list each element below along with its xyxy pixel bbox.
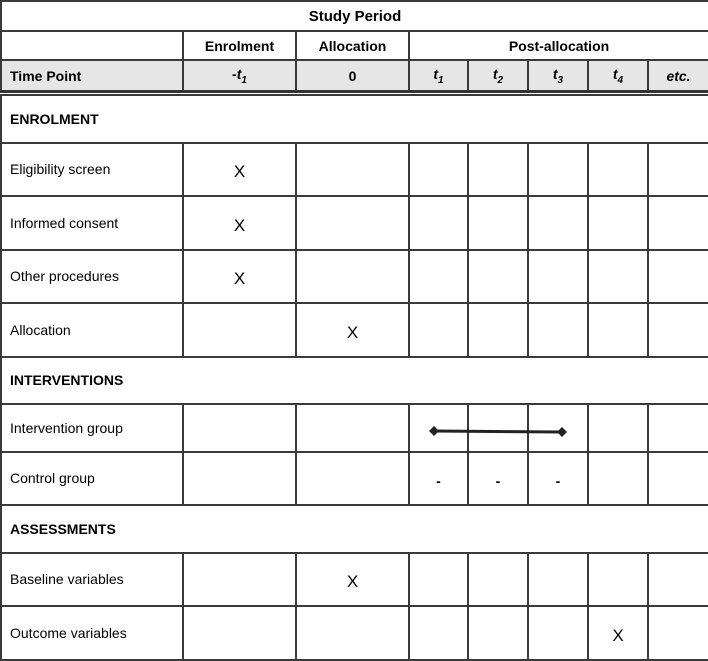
table-row xyxy=(1,606,708,660)
row-label: Allocation xyxy=(1,303,183,357)
mark-x: X xyxy=(296,553,409,607)
tp-t4: $t_4$ xyxy=(588,60,648,92)
allocation-header: Allocation xyxy=(296,31,409,60)
enrolment-header: Enrolment xyxy=(183,31,296,60)
row-label: Control group xyxy=(1,452,183,506)
tp-allocation: 0 xyxy=(296,60,409,92)
table-row xyxy=(1,452,708,506)
table-row xyxy=(1,303,708,357)
mark-x: X xyxy=(183,250,296,304)
mark-x: X xyxy=(183,143,296,197)
study-period-header: Study Period xyxy=(1,1,708,31)
tp-enrolment: $-t_1$ xyxy=(183,60,296,92)
row-label: Eligibility screen xyxy=(1,143,183,197)
table-row xyxy=(1,143,708,197)
section-interventions: INTERVENTIONS xyxy=(1,357,708,405)
mark-x: X xyxy=(296,303,409,357)
time-point-label: Time Point xyxy=(1,60,183,92)
section-enrolment: ENROLMENT xyxy=(1,95,708,143)
tp-etc: etc. xyxy=(648,60,708,92)
tp-t3: $t_3$ xyxy=(528,60,588,92)
table-row xyxy=(1,250,708,304)
row-label: Intervention group xyxy=(1,404,183,452)
row-label: Outcome variables xyxy=(1,606,183,660)
mark-x: X xyxy=(183,196,296,250)
row-label: Informed consent xyxy=(1,196,183,250)
tp-t1: $t_1$ xyxy=(409,60,468,92)
mark-dash: - xyxy=(468,452,528,506)
table-row xyxy=(1,196,708,250)
post-allocation-header: Post-allocation xyxy=(409,31,708,60)
mark-dash: - xyxy=(528,452,588,506)
table-row xyxy=(1,404,708,452)
mark-dash: - xyxy=(409,452,468,506)
table-row xyxy=(1,553,708,607)
row-label: Baseline variables xyxy=(1,553,183,607)
blank-header xyxy=(1,31,183,60)
tp-t2: $t_2$ xyxy=(468,60,528,92)
row-label: Other procedures xyxy=(1,250,183,304)
mark-x: X xyxy=(588,606,648,660)
section-assessments: ASSESSMENTS xyxy=(1,505,708,553)
